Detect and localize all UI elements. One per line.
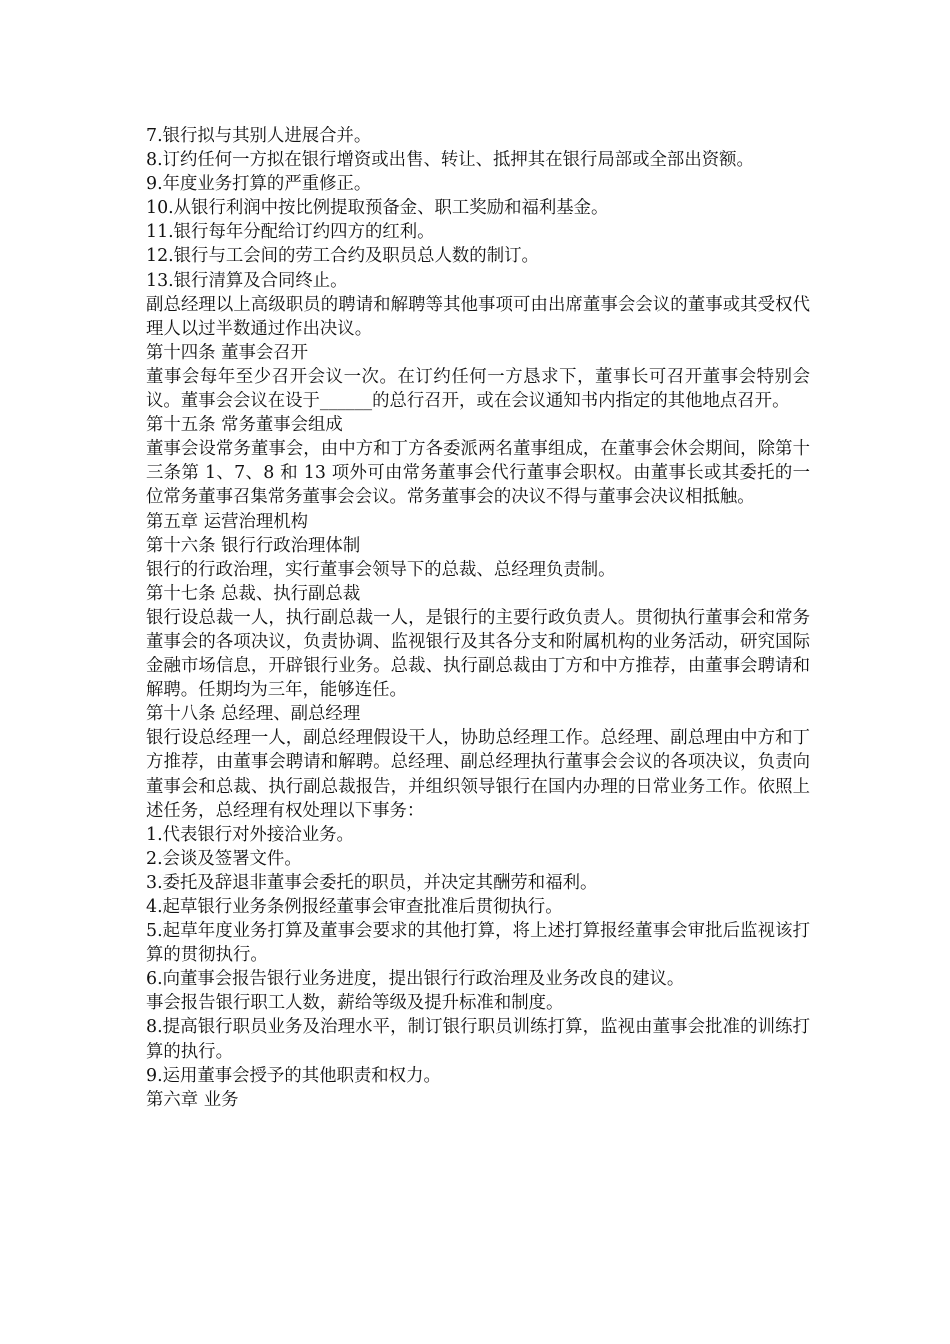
list-item-5: 5.起草年度业务打算及董事会要求的其他打算，将上述打算报经董事会审批后监视该打算的贯彻执行。 xyxy=(146,921,810,966)
list-item-1: 1.代表银行对外接洽业务。 xyxy=(146,824,354,845)
body-paragraph: 董事会设常务董事会，由中方和丁方各委派两名董事组成，在董事会休会期间，除第十三条第 1、7、8 和 13 项外可由常务董事会代行董事会职权。由董事长或其委托的一位常务董事召集常务董事会会议。常务董事会的决议不得与董事会决议相抵触。 xyxy=(146,439,810,508)
list-item-7-fragment: 事会报告银行职工人数，薪给等级及提升标准和制度。 xyxy=(146,993,564,1014)
list-item-8-training: 8.提高银行职员业务及治理水平，制订银行职员训练打算，监视由董事会批准的训练打算的执行。 xyxy=(146,1017,810,1062)
article-heading: 第十六条 银行行政治理体制 xyxy=(146,535,361,556)
list-item-13: 13.银行清算及合同终止。 xyxy=(146,270,348,291)
list-item-9: 9.年度业务打算的严重修正。 xyxy=(146,174,372,195)
list-item-4: 4.起草银行业务条例报经董事会审查批准后贯彻执行。 xyxy=(146,897,563,917)
list-item-8: 8.订约任何一方拟在银行增资或出售、转让、抵押其在银行局部或全部出资额。 xyxy=(146,150,754,171)
article-heading: 第十八条 总经理、副总经理 xyxy=(146,704,361,725)
list-item-10: 10.从银行利润中按比例提取预备金、职工奖励和福利基金。 xyxy=(146,198,609,219)
list-item-3: 3.委托及辞退非董事会委托的职员，并决定其酬劳和福利。 xyxy=(146,872,598,893)
body-paragraph: 副总经理以上高级职员的聘请和解聘等其他事项可由出席董事会会议的董事或其受权代理人以过半数通过作出决议。 xyxy=(146,294,810,339)
list-item-12: 12.银行与工会间的劳工合约及职员总人数的制订。 xyxy=(146,246,539,267)
body-paragraph: 董事会每年至少召开会议一次。在订约任何一方恳求下，董事长可召开董事会特别会议。董事会会议在设于______的总行召开，或在会议通知书内指定的其他地点召开。 xyxy=(146,366,810,412)
article-heading: 第十四条 董事会召开 xyxy=(146,342,309,363)
document-page xyxy=(146,124,810,1112)
list-item-6: 6.向董事会报告银行业务进度，提出银行行政治理及业务改良的建议。 xyxy=(146,969,685,990)
body-paragraph: 银行设总经理一人，副总经理假设干人，协助总经理工作。总经理、副总理由中方和丁方推荐，由董事会聘请和解聘。总经理、副总经理执行董事会会议的各项决议，负责向董事会和总裁、执行副总裁报告，并组织领导银行在国内办理的日常业务工作。依照上述任务，总经理有权处理以下事务： xyxy=(146,728,810,821)
body-paragraph: 银行的行政治理，实行董事会领导下的总裁、总经理负责制。 xyxy=(146,559,616,580)
list-item-7: 7.银行拟与其别人进展合并。 xyxy=(146,126,372,146)
list-item-2: 2.会谈及签署文件。 xyxy=(146,848,302,869)
body-paragraph: 银行设总裁一人，执行副总裁一人，是银行的主要行政负责人。贯彻执行董事会和常务董事会的各项决议，负责协调、监视银行及其各分支和附属机构的业务活动，研究国际金融市场信息，开辟银行业务。总裁、执行副总裁由丁方和中方推荐，由董事会聘请和解聘。任期均为三年，能够连任。 xyxy=(146,607,810,701)
chapter-heading: 第五章 运营治理机构 xyxy=(146,511,309,532)
article-heading: 第十五条 常务董事会组成 xyxy=(146,415,343,436)
list-item-11: 11.银行每年分配给订约四方的红利。 xyxy=(146,222,435,243)
chapter-heading: 第六章 业务 xyxy=(146,1089,239,1110)
article-heading: 第十七条 总裁、执行副总裁 xyxy=(146,583,361,604)
list-item-9-other-duties: 9.运用董事会授予的其他职责和权力。 xyxy=(146,1065,441,1086)
